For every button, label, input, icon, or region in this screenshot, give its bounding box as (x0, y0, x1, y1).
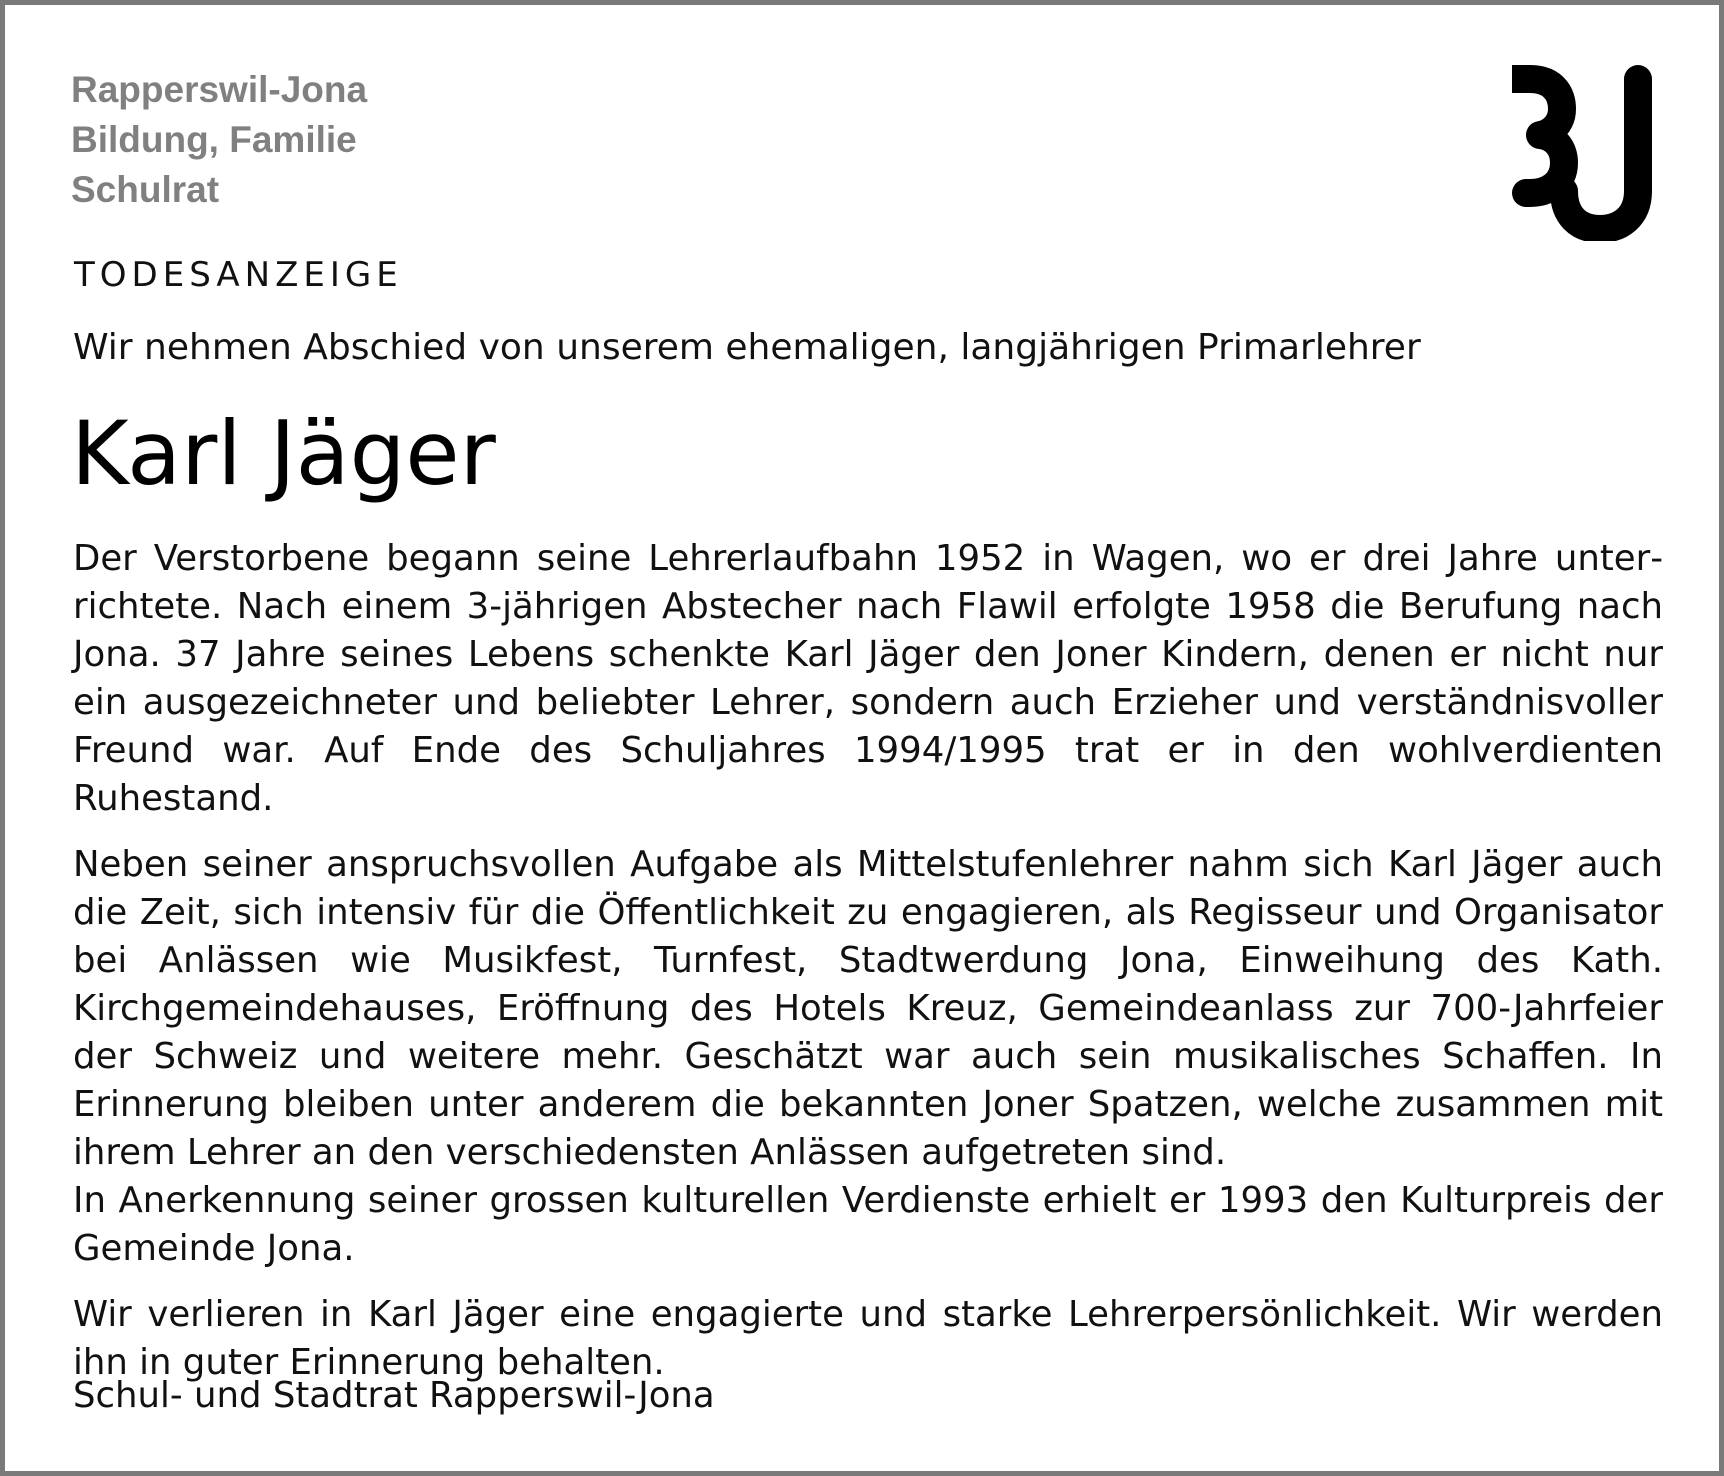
org-city: Rapperswil-Jona (71, 69, 368, 110)
notice-signature: Schul- und Stadtrat Rapperswil-Jona (73, 1375, 715, 1416)
rj-logo-icon (1512, 65, 1658, 241)
body-paragraph-award: In Anerkennung seiner grossen kulturellen Verdienste erhielt er 1993 den Kulturpreis der Gemeinde Jona. (73, 1180, 1663, 1269)
organization-header (71, 65, 367, 215)
body-paragraph-engagement: Neben seiner anspruchsvollen Aufgabe als Mittelstufenlehrer nahm sich Karl Jäger auch die Zeit, sich intensiv für die Öffentlichkeit zu engagieren, als Regisseur und Organisator bei Anlässen wie Musikfest, Turnfest, Stadtwerdung Jona, Einweihung des Kath. Kirchgemeindehauses, Eröffnung des Hotels Kreuz, Gemeindeanlass zur 700-Jahrfeier der Schweiz und weitere mehr. Geschätzt war auch sein musikalisches Schaffen. In Erinnerung bleiben unter anderem die bekannten Joner Spatzen, welche zusammen mit ihrem Lehrer an den verschiedensten Anlässen aufgetreten sind. (73, 844, 1663, 1173)
notice-content (68, 65, 1663, 1455)
deceased-name: Karl Jäger (71, 402, 496, 505)
body-paragraph-farewell: Wir verlieren in Karl Jäger eine engagierte und starke Lehrerpersönlichkeit. Wir werden ihn in guter Erinnerung behalten. (73, 1294, 1663, 1383)
notice-type-heading: TODESANZEIGE (74, 255, 403, 295)
body-paragraph-career: Der Verstorbene begann seine Lehrerlaufbahn 1952 in Wagen, wo er drei Jahre unterrichtete. Nach einem 3-jährigen Abstecher nach Flawil erfolgte 1958 die Berufung nach Jona. 37 Jahre seines Lebens schenkte Karl Jäger den Joner Kindern, denen er nicht nur ein ausgezeichneter und beliebter Lehrer, sondern auch Erzieher und verständnisvoller Freund war. Auf Ende des Schuljahres 1994/1995 trat er in den wohlverdienten Ruhestand. (73, 538, 1663, 819)
org-board: Schulrat (71, 169, 220, 210)
notice-body (73, 535, 1663, 1405)
notice-intro: Wir nehmen Abschied von unserem ehemaligen, langjährigen Primarlehrer (73, 327, 1421, 368)
org-department: Bildung, Familie (71, 119, 357, 160)
